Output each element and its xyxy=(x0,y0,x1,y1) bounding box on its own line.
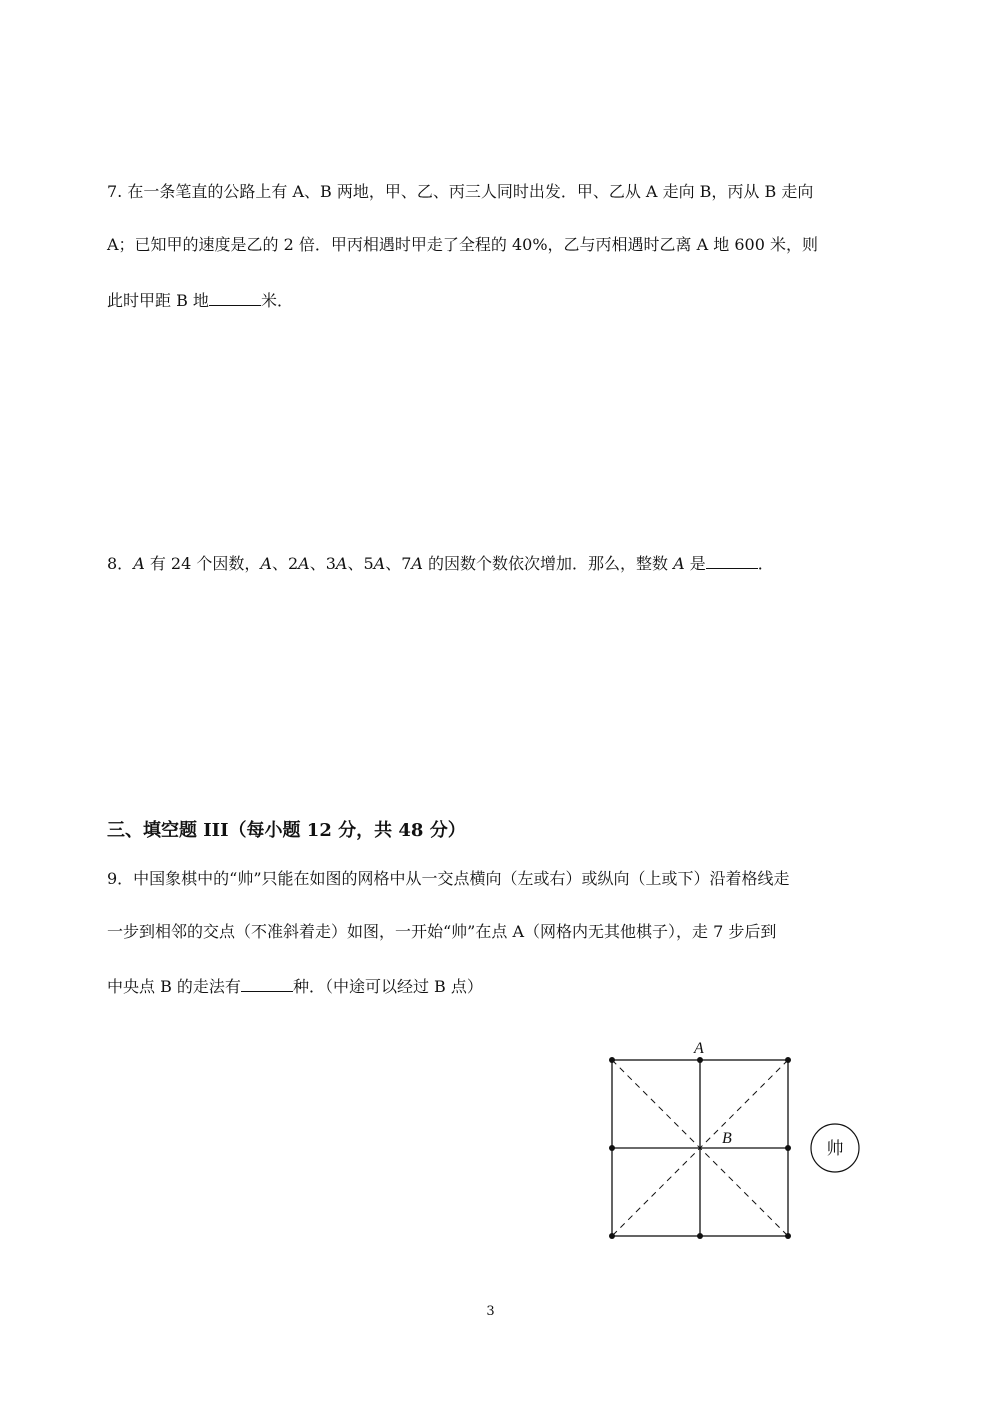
q7-line-2: A；已知甲的速度是乙的 2 倍．甲丙相遇时甲走了全程的 40%，乙与丙相遇时乙离 A 地 600 米，则 xyxy=(107,235,818,254)
q8-var-a: A xyxy=(673,554,685,573)
palace-grid-figure xyxy=(580,1030,880,1260)
q8-line xyxy=(107,552,774,574)
q8-text: 、3 xyxy=(309,554,336,573)
q8-text: ． xyxy=(757,554,774,573)
grid-point xyxy=(785,1145,791,1151)
q9-line-3 xyxy=(107,975,483,997)
q9-line-2: 一步到相邻的交点（不准斜着走）如图，一开始“帅”在点 A（网格内无其他棋子），走 7 步后到 xyxy=(107,922,777,941)
q9-line-3-text: 中央点 B 的走法有 xyxy=(107,977,241,996)
q7-answer-blank xyxy=(209,289,261,306)
q8-text: 的因数个数依次增加．那么，整数 xyxy=(422,554,674,573)
q8-var-a: A xyxy=(298,554,310,573)
grid-point xyxy=(785,1233,791,1239)
grid-point xyxy=(609,1145,615,1151)
q8-text: 、5 xyxy=(347,554,374,573)
grid-point xyxy=(697,1233,703,1239)
q9-line-3-suffix: 种．（中途可以经过 B 点） xyxy=(292,977,483,996)
q8-text: 是 xyxy=(684,554,706,573)
q8-var-a: A xyxy=(411,554,423,573)
grid-point xyxy=(609,1057,615,1063)
q9-line-1: 9．中国象棋中的“帅”只能在如图的网格中从一交点横向（左或右）或纵向（上或下）沿着格线走 xyxy=(107,869,790,888)
q8-var-a: A xyxy=(260,554,272,573)
grid-point xyxy=(609,1233,615,1239)
label-b: B xyxy=(722,1130,732,1147)
q7-line-3 xyxy=(107,289,293,311)
q8-answer-blank xyxy=(706,552,758,569)
q7-line-3-text: 此时甲距 B 地 xyxy=(107,291,209,310)
q8-text: 、7 xyxy=(385,554,412,573)
grid-point xyxy=(785,1057,791,1063)
q8-var-a: A xyxy=(133,554,145,573)
q9-answer-blank xyxy=(241,975,293,992)
q7-line-1: 7. 在一条笔直的公路上有 A、B 两地，甲、乙、丙三人同时出发．甲、乙从 A 走向 B，丙从 B 走向 xyxy=(107,182,814,201)
page-number: 3 xyxy=(486,1304,495,1319)
section-heading: 三、填空题 III（每小题 12 分，共 48 分） xyxy=(107,820,466,841)
q8-text: 有 24 个因数， xyxy=(144,554,261,573)
grid-point-a xyxy=(697,1057,703,1063)
q8-var-a: A xyxy=(335,554,348,573)
q7-line-3-suffix: 米． xyxy=(260,291,293,310)
q8-number: 8． xyxy=(107,554,134,573)
shuai-piece-label: 帅 xyxy=(826,1139,844,1159)
q8-var-a: A xyxy=(373,554,386,573)
label-a: A xyxy=(694,1040,704,1057)
q8-text: 、2 xyxy=(271,554,299,573)
